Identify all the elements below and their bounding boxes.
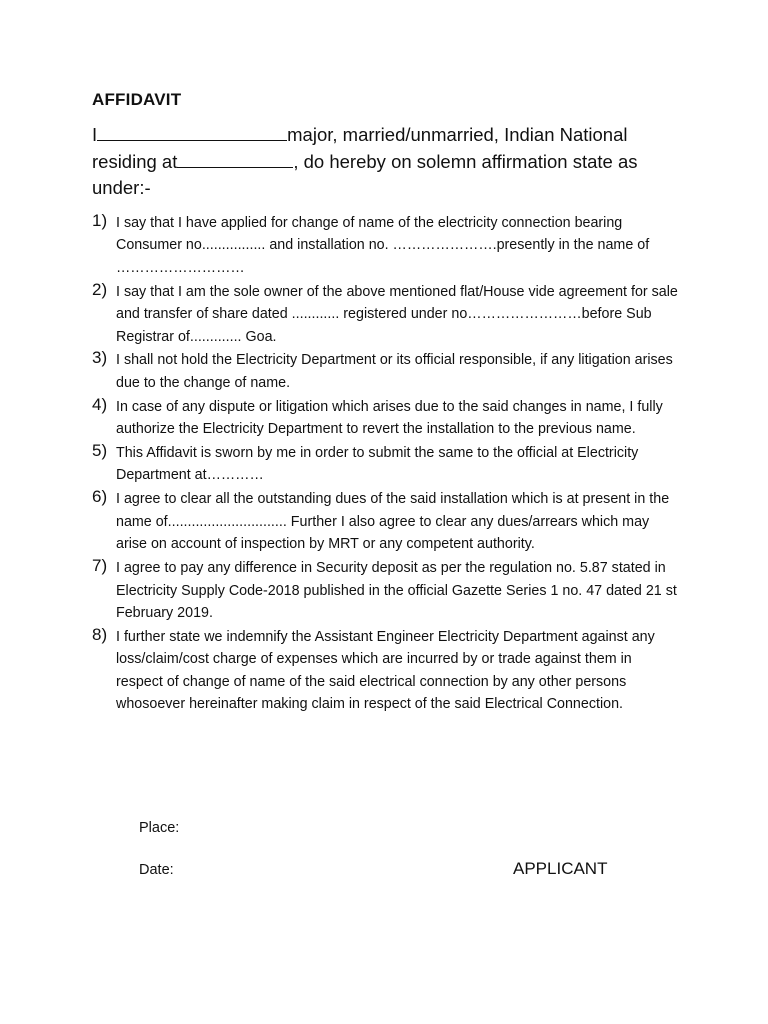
list-item: [92, 281, 682, 348]
item-text: I say that I have applied for change of name of the electricity connection bearing Consumer no................ and installation no. ………………….presently in the name of ………………………: [116, 215, 650, 276]
date-label: Date:: [139, 862, 174, 878]
name-blank: [97, 124, 287, 141]
intro-paragraph: [92, 122, 682, 202]
list-item: [92, 212, 682, 279]
item-number: 5): [92, 441, 108, 461]
list-item: [92, 488, 682, 555]
item-number: 6): [92, 487, 108, 507]
place-label: Place:: [139, 820, 180, 836]
item-text: I shall not hold the Electricity Department or its official responsible, if any litigation arises due to the change of name.: [116, 352, 673, 391]
item-number: 8): [92, 624, 108, 644]
item-text: I agree to pay any difference in Security deposit as per the regulation no. 5.87 stated in Electricity Supply Code-2018 published in the official Gazette Series 1 no. 47 dated 21 st February 2019.: [116, 560, 677, 621]
item-text: In case of any dispute or litigation which arises due to the said changes in name, I fully authorize the Electricity Department to revert the installation to the previous name.: [116, 398, 663, 438]
item-text: I further state we indemnify the Assistant Engineer Electricity Department against any loss/claim/cost charge of expenses which are incurred by or trade against them in respect of change of name of the said electrical connection by any other persons whosoever hereinafter making claim in respect of the said Electrical Connection.: [116, 628, 655, 713]
list-item: [92, 557, 682, 624]
item-number: 4): [92, 394, 108, 414]
document-title: AFFIDAVIT: [92, 90, 182, 109]
intro-text-start: I: [92, 124, 98, 145]
item-text: I say that I am the sole owner of the above mentioned flat/House vide agreement for sale and transfer of share dated ............ registered under no……………………before Sub Registrar of............. Goa.: [116, 283, 678, 345]
statement-list: [92, 212, 682, 717]
item-number: 1): [92, 211, 108, 230]
intro-text-end: , do hereby on solemn affirmation state as under:-: [92, 150, 638, 198]
list-item: [92, 349, 682, 394]
address-blank: [177, 151, 293, 168]
intro-text-middle: major, married/unmarried, Indian National residing at: [92, 124, 628, 172]
item-text: This Affidavit is sworn by me in order to submit the same to the official at Electricity Department at…………: [116, 445, 639, 484]
list-item: [92, 396, 682, 441]
list-item: [92, 442, 682, 487]
applicant-signature-label: APPLICANT: [513, 859, 608, 878]
item-number: 7): [92, 556, 108, 576]
list-item: [92, 626, 682, 716]
item-number: 3): [92, 348, 108, 368]
item-number: 2): [92, 279, 108, 299]
item-text: I agree to clear all the outstanding dues of the said installation which is at present in the name of.............................. Further I also agree to clear any dues/arrears which may arise on account of inspection by MRT or any competent authority.: [116, 491, 670, 553]
